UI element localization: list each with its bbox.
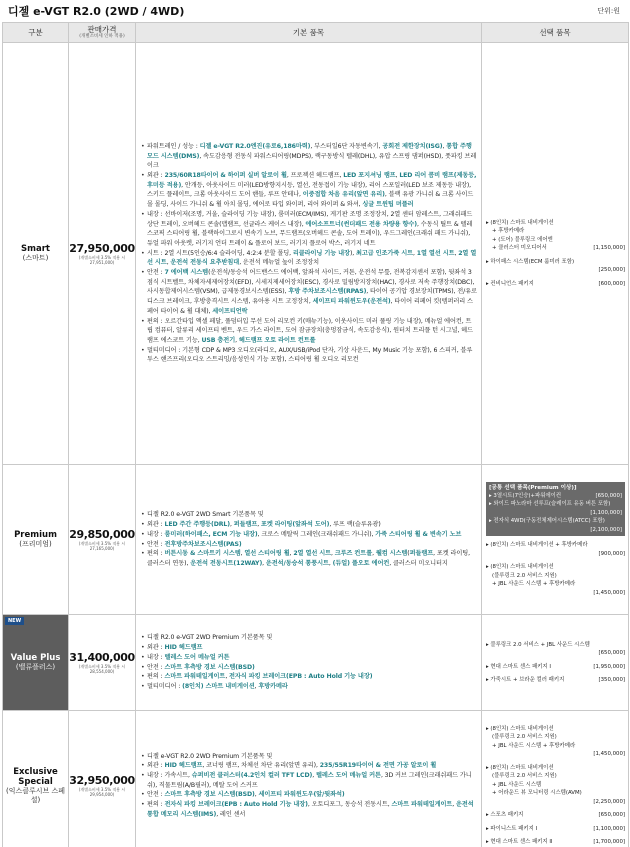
option-item <box>486 589 625 598</box>
option-item <box>486 733 625 742</box>
option-price: [650,000] <box>598 650 625 656</box>
option-text: ▸ (8인치) 스마트 내비게이션 <box>486 219 554 226</box>
trim-name-cell <box>3 43 69 465</box>
option-text: + JBL 사운드 시스템 <box>492 781 542 788</box>
feature-item: • 편의 : 버튼시동 & 스마트키 시스템, 열선 스티어링 휠, 2열 열선 시트, 크루즈 컨트롤, 웰컴 시스템(퍼들램프, 포켓 라이팅, 클러스터 연동), 운전석 전동시트(12WAY), 운전석/동승석 통풍시트, (듀얼) 풀오토 에어컨, 클러스터 미오니터지 <box>141 549 477 568</box>
header-price-sub: (개별소비세 인하 적용) <box>79 34 125 39</box>
feature-list <box>141 142 477 365</box>
trim-name: Smart <box>21 244 50 254</box>
trim-name: Exclusive Special <box>13 766 58 787</box>
option-text: + (도어) 블루링크 에어엔 <box>492 236 553 243</box>
option-text: (블루링크 2.0 서비스 지원) <box>492 773 557 779</box>
option-price: [650,000] <box>598 812 625 818</box>
option-price: [1,100,000] <box>593 825 625 832</box>
option-item <box>486 550 625 559</box>
trim-name-cell <box>3 711 69 847</box>
option-item <box>486 641 625 650</box>
option-text: ▸ 가죽시트 + 브라운 컬러 패키지 <box>486 677 565 683</box>
option-text: ▸ (8인치) 스마트 내비게이션 <box>486 764 554 771</box>
option-item <box>489 500 622 509</box>
option-text: ▸ (8인치) 스마트 내비게이션 + 후방카메라 <box>486 542 588 549</box>
option-price: [1,100,000] <box>590 509 622 516</box>
option-item <box>486 838 625 847</box>
feature-item: • 내장 : 가속시트, 슈퍼비전 클러스터(4.2인치 컬러 TFT LCD), 텔레스 도어 메뉴얼 커튼, 3D 커브 그레인(크래쉬패드 가니쉬), 직물트림(A/B필러), 메탈 도어 스커프 <box>141 771 477 790</box>
header-model: 구분 <box>3 23 69 43</box>
feature-list <box>141 752 477 820</box>
unit-label: 단위:원 <box>597 7 620 15</box>
trim-row <box>3 615 629 711</box>
page-title: 디젤 e-VGT R2.0 (2WD / 4WD) <box>8 5 185 18</box>
feature-item: • 디젤 R2.0 e-VGT 2WD Premium 기본품목 및 <box>141 633 477 643</box>
feature-item: • 안전 : 스마트 후측방 경보 시스템(BSD) <box>141 663 477 673</box>
option-price: [1,450,000] <box>593 589 625 596</box>
option-text: ▸ (8인치) 스마트 내비게이션 <box>486 564 554 571</box>
feature-list <box>141 633 477 691</box>
option-item <box>486 781 625 790</box>
option-item <box>489 517 622 526</box>
feature-item: • 안전 : 스마트 후측방 경보 시스템(BSD), 세이프티 파워윈도우(앞/뒷좌석) <box>141 790 477 800</box>
page-header <box>0 0 630 22</box>
option-item <box>489 526 622 535</box>
trim-name-kr: (스마트) <box>22 254 49 262</box>
option-item <box>486 825 625 834</box>
basic-features-cell <box>136 615 482 711</box>
basic-features-cell <box>136 465 482 615</box>
trim-name-kr: (익스클루시브 스페셜) <box>5 786 66 804</box>
option-item <box>486 580 625 589</box>
trim-price-tax: (개별소비세 3.5% 적용 시 29,954,000) <box>78 786 126 797</box>
feature-item: • 디젤 e-VGT R2.0 2WD Premium 기본품목 및 <box>141 752 477 762</box>
feature-item: • 파워트레인 / 성능 : 디젤 e-VGT R2.0엔진(유로6,186마력), 부스터일6단 자동변속기, 공회전 제한장치(ISG), 통합 주행모드 시스템(DMS), 속도감응형 전동식 파워스티어링(MDPS), 랙구동방식 텔레(DHL), 유압 스프링 댐퍼(HSD), 풋파킹 브레이크 <box>141 142 477 171</box>
option-item <box>486 649 625 658</box>
option-item <box>486 258 625 267</box>
option-item <box>486 280 625 289</box>
trim-price: 32,950,000 <box>69 773 135 787</box>
option-item <box>486 742 625 751</box>
option-text: + 어라운드 뷰 모니터링 시스템(AVM) <box>492 790 582 796</box>
options-cell <box>482 615 629 711</box>
option-text: ▸ (8인치) 스마트 내비게이션 <box>486 725 554 732</box>
feature-item: • 외관 : 235/60R18타이어 & 하이퍼 실버 알로이 휠, 프로젝션 헤드램프, LED 포지셔닝 램프, LED 리어 콤비 램프(제동등, 후미등 적용), 안개등, 아웃사이드 미러(LED방향지시등, 열선, 전동접이 기능 내장), 리어 스포일러(LED 보조 제동등 내장), 스키드 플레이트, 크롬 아웃사이드 도어 핸들, 루프 안테나, 이중접합 차음 유리(앞면 유리), 블랙 유광 가니쉬 & 크롬 사이드몰 몰딩, 사이드 가니쉬 & 휠 아치 몰딩, 에어로 타입 와이퍼, 리어 와이퍼 & 와셔, 싱글 트윈팁 머플러 <box>141 171 477 210</box>
trim-price: 31,400,000 <box>69 650 135 664</box>
feature-item: • 안전 : 7 에어백 시스템(운전석/동승석 어드밴스드 에어백, 앞좌석 사이드, 커튼, 운전석 무릎, 전복감지센서 포함), 뒷좌석 3점식 시트벨트, 차체자세제어장치(EFD), 시세지제세어장치(ESC), 경사로 밀림방지장치(HAC), 경사로 저속 주행장치(DBC), 사시동합제어시스템(VSM), 급제동경보시스템(ESS), 후방 주차보조시스템(RPAS), 타이어 공기압 경보장치(TPMS), 전/유로 디스크 브레이크, 후방충격시트 시스템, 유아용 시트 고정장치, 세이프티 파워윈도우(운전석), 타이어 리페어 킷(템퍼러리 스페어 타이어 & 휠 대체), 세이프티언락 <box>141 268 477 317</box>
option-text: ▸ 현대 스마트 센스 패키지 II <box>486 839 553 845</box>
option-item <box>489 492 622 501</box>
price-cell <box>69 711 136 847</box>
options-cell <box>482 465 629 615</box>
trim-name-kr: (밸류플러스) <box>15 663 56 671</box>
trim-price-tax: (개별소비세 3.5% 적용 시 27,951,000) <box>78 254 126 265</box>
trim-row <box>3 43 629 465</box>
option-price: [2,250,000] <box>593 798 625 805</box>
feature-item: • 멀티미디어 : 기본형 CDP & MP3 오디오(라디오, AUX/USB/iPod 단자, 기상 사운드, My Music 기능 포함), 6 스피커, 블루투스 핸즈프리(오디오 스트리밍/음성인식 기능 포함), 스티어링 휠 오디오 리모컨 <box>141 346 477 365</box>
common-options-box <box>486 482 625 537</box>
option-item <box>486 789 625 798</box>
option-item <box>486 227 625 236</box>
option-text: ▸ 현대 스마트 센스 패키지 I <box>486 663 551 670</box>
option-text: + 클러스터 미오디어서 <box>492 245 547 252</box>
price-cell <box>69 43 136 465</box>
feature-item: • 시트 : 2열 시트(5인승/6:4 슬라이딩, 4:2:4 분할 폴딩, 리클라이닝 기능 내장), 최고급 인조가죽 시트, 1열 열선 시트, 2열 열선 시트, 운전석 전동식 요추받침대, 운전석 메뉴얼 높이 조정장치 <box>141 249 477 268</box>
feature-item: • 편의 : 전자식 파킹 브레이크(EPB : Auto Hold 기능 내장), 오토디포그, 동승석 전동시트, 스마트 파워테일게이트, 운전석 통합 메모리 시스템(IMS), 레인 센서 <box>141 800 477 819</box>
option-text: ▸ 3열시트(7인승)+파워에이컨 <box>489 492 562 499</box>
common-options-title: [공통 선택 품목(Premium 이상)] <box>489 484 577 491</box>
option-text: + JBL 사운드 시스템 + 후방카메라 <box>492 742 576 749</box>
trim-name: Value Plus <box>10 653 61 663</box>
option-item <box>486 725 625 734</box>
option-price: [1,450,000] <box>593 751 625 757</box>
feature-item: • 편의 : 스마트 파워테일게이트, 전자식 파킹 브레이크(EPB : Auto Hold 기능 내장) <box>141 672 477 682</box>
option-item <box>486 236 625 245</box>
price-cell <box>69 465 136 615</box>
option-item <box>486 663 625 672</box>
header-price <box>69 23 136 43</box>
option-price: [1,150,000] <box>593 245 625 252</box>
option-text: ▸ 하이패스 시스템(ECM 룸미러 포함) <box>486 258 575 265</box>
option-price: [900,000] <box>598 550 625 557</box>
trim-name-cell <box>3 465 69 615</box>
option-text: ▸ 와이드 파노라마 선루프(슬레이프 유동 버튼 포함) <box>489 501 611 508</box>
feature-item: • 편의 : 오르간타입 액셀 페달, 풀덤터입 무선 도어 리모컨 키(매뉴기능), 이웃사이드 미러 풀링 기능 내장), 메뉴얼 에어컨, 트립 컴퓨터, 알류리 세이프티 벤트, 우드 가스 라이트, 도어 잠금장치(충멍잠금식, 속도감응식), 원터치 트리플 턴 시그널, 헤드램프 에스코트 기능, USB 충전기, 헤드램프 오토 라이트 컨트롤 <box>141 317 477 346</box>
option-item <box>486 266 625 275</box>
new-badge: NEW <box>5 617 24 625</box>
option-price: [2,100,000] <box>590 526 622 533</box>
price-table <box>2 22 629 847</box>
trim-row <box>3 465 629 615</box>
header-basic: 기본 품목 <box>136 23 482 43</box>
option-item <box>486 750 625 759</box>
header-options: 선택 품목 <box>482 23 629 43</box>
feature-item: • 내장 : 텔레스 도어 메뉴얼 커튼 <box>141 653 477 663</box>
feature-item: • 멀티미디어 : (8인치) 스마트 내비게이션, 후방카메라 <box>141 682 477 692</box>
option-text: ▸ 파이니스트 패키지 I <box>486 825 538 832</box>
option-item <box>486 798 625 807</box>
options-cell <box>482 43 629 465</box>
option-price: [350,000] <box>598 677 625 683</box>
feature-item: • 외관 : HID 헤드램프 <box>141 643 477 653</box>
header-price-label: 판매가격 <box>87 25 117 34</box>
feature-item: • 외관 : LED 주간 주행등(DRL), 퍼들램프, 포켓 라이팅(앞좌석 도어), 루프 랙(슬루유광) <box>141 520 477 530</box>
feature-item: • 외관 : HID 헤드램프, 코너링 램프, 차체선 차단 유리(앞면 유리), 235/55R19타이어 & 전면 가공 알로이 휠 <box>141 761 477 771</box>
option-item <box>486 676 625 685</box>
option-item <box>486 541 625 550</box>
option-price: [250,000] <box>598 267 625 274</box>
option-item <box>486 572 625 581</box>
trim-name-cell <box>3 615 69 711</box>
option-text: ▸ 스포츠 패키지 <box>486 812 524 818</box>
option-text: (블루링크 2.0 서비스 지원) <box>492 734 557 740</box>
trim-row <box>3 711 629 847</box>
trim-name: Premium <box>14 530 57 540</box>
trim-price: 29,850,000 <box>69 527 135 541</box>
option-text: + 후방카메라 <box>492 228 525 235</box>
option-price: [600,000] <box>598 280 625 287</box>
option-text: + JBL 사운드 시스템 + 후방카메라 <box>492 581 576 588</box>
option-text: ▸ 전자식 4WD(구동전체제어시스템(ATCC) 포함) <box>489 518 605 525</box>
option-item <box>486 764 625 773</box>
trim-price-tax: (개별소비세 3.5% 적용 시 27,165,000) <box>78 540 126 551</box>
option-item <box>486 811 625 820</box>
feature-item: • 내장 : 룸미러(하이패스, ECM 기능 내장), 크로스 메탈릭 그레인(크래쉬패드 가니쉬), 가죽 스티어링 휠 & 변속기 노브 <box>141 530 477 540</box>
feature-item: • 안전 : 전후방주차보조시스템(PAS) <box>141 540 477 550</box>
option-text: (블루링크 2.0 서비스 지원) <box>492 572 557 579</box>
option-item <box>486 772 625 781</box>
option-price: [1,950,000] <box>593 663 625 670</box>
trim-price-tax: (개별소비세 3.5% 적용 시 28,554,000) <box>78 663 126 674</box>
option-item <box>489 509 622 518</box>
option-price: [1,700,000] <box>593 839 625 845</box>
price-cell <box>69 615 136 711</box>
feature-item: • 디젤 R2.0 e-VGT 2WD Smart 기본품목 및 <box>141 510 477 520</box>
basic-features-cell <box>136 43 482 465</box>
option-item <box>486 244 625 253</box>
trim-name-kr: (프리미엄) <box>19 540 52 548</box>
table-header-row <box>3 23 629 43</box>
option-item <box>486 563 625 572</box>
option-text: ▸ 컨비니언스 패키지 <box>486 280 534 287</box>
option-item <box>486 219 625 228</box>
option-text: ▸ 블루링크 2.0 서비스 + JBL 사운드 시스템 <box>486 641 590 648</box>
feature-list <box>141 510 477 568</box>
option-price: [650,000] <box>595 492 622 499</box>
feature-item: • 내장 : 선바이저(조명, 거울, 슬라이딩 기능 내장), 룸미러(ECM/IMS), 게기판 조명 조정장치, 2열 센터 암레스트, 그래쉬패드 상단 트레이, 오버헤드 콘솔(맵램프, 선글라스 케이스 내장), 에어소프트너(썬더패드 전용 차량용 향수), 수동식 틸트 & 텔레스코픽 스티어링 휠, 블랙하이그로시 변속기 노브, 무드램프(오버헤드 콘솔, 도어 트레이), 우드그레인(크래쉬 패드 가니쉬), 듀얼 파워 아웃렛, 러기지 언더 트레이 & 플로어 보드, 러기지 플로어 박스, 러기지 네트 <box>141 210 477 249</box>
options-cell <box>482 711 629 847</box>
basic-features-cell <box>136 711 482 847</box>
trim-price: 27,950,000 <box>69 241 135 255</box>
